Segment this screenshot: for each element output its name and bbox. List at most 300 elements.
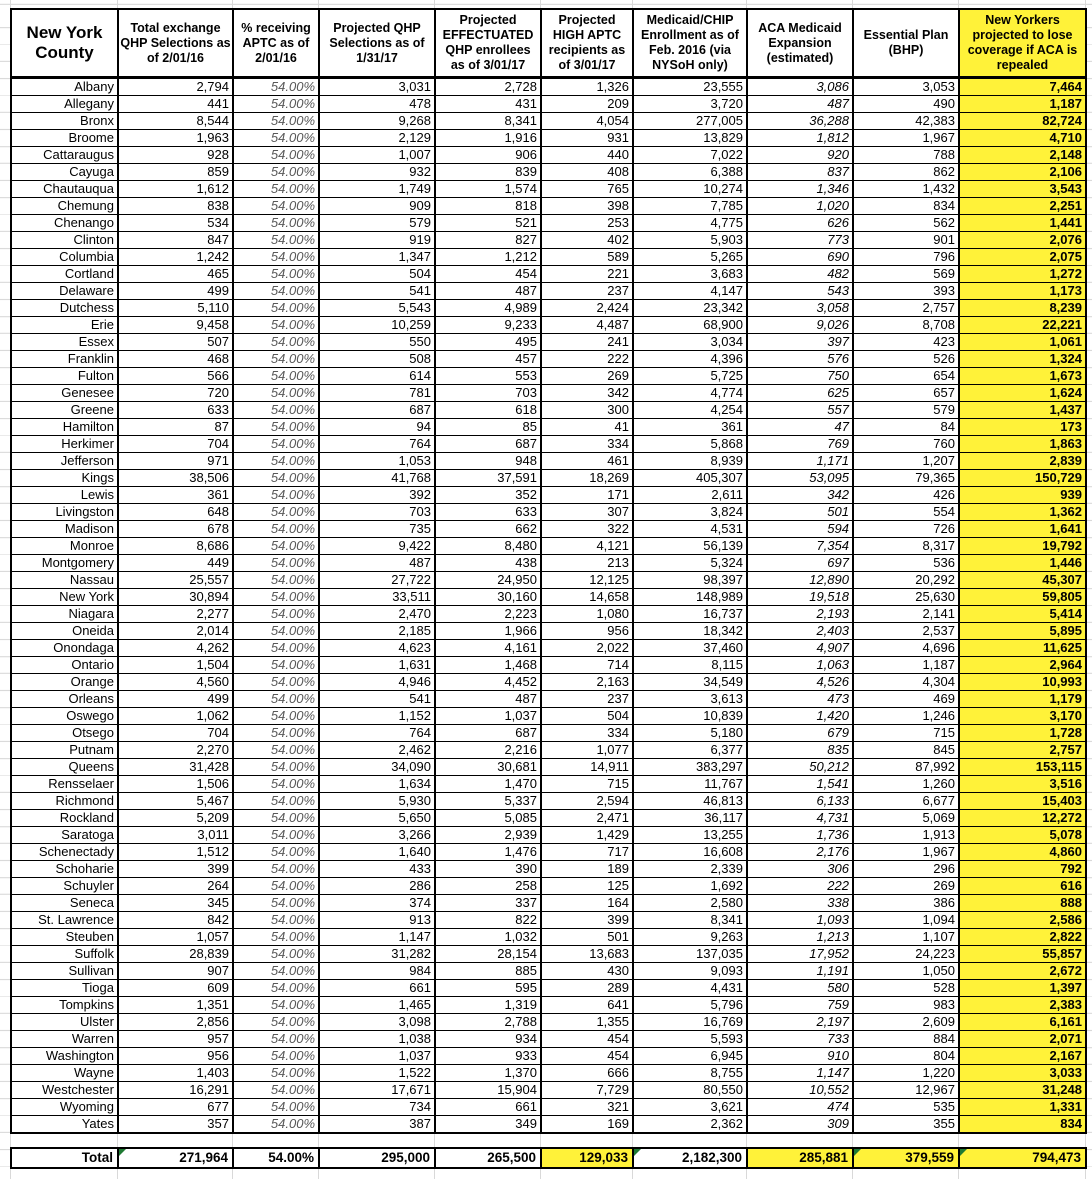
cell-projected_effectuated[interactable]: 906 [435,147,541,164]
total-cell-essential-plan[interactable]: 379,559 [853,1148,959,1168]
cell-lose_coverage[interactable]: 8,239 [959,300,1086,317]
cell-medicaid_chip[interactable]: 46,813 [633,793,747,810]
cell-pct_receiving_aptc[interactable]: 54.00% [233,895,319,912]
cell-lose_coverage[interactable]: 82,724 [959,113,1086,130]
cell-projected_effectuated[interactable]: 839 [435,164,541,181]
cell-lose_coverage[interactable]: 31,248 [959,1082,1086,1099]
cell-qhp_selections_2016[interactable]: 5,467 [118,793,233,810]
cell-projected_high_aptc[interactable]: 430 [541,963,633,980]
cell-lose_coverage[interactable]: 153,115 [959,759,1086,776]
cell-projected_effectuated[interactable]: 438 [435,555,541,572]
cell-essential_plan[interactable]: 528 [853,980,959,997]
cell-county[interactable]: Onondaga [11,640,118,657]
cell-projected_high_aptc[interactable]: 18,269 [541,470,633,487]
cell-projected_qhp_2017[interactable]: 984 [319,963,435,980]
cell-projected_high_aptc[interactable]: 13,683 [541,946,633,963]
cell-projected_effectuated[interactable]: 8,480 [435,538,541,555]
cell-projected_effectuated[interactable]: 1,966 [435,623,541,640]
cell-projected_effectuated[interactable]: 822 [435,912,541,929]
cell-lose_coverage[interactable]: 1,061 [959,334,1086,351]
cell-aca_medicaid_expansion[interactable]: 2,176 [747,844,853,861]
cell-qhp_selections_2016[interactable]: 5,110 [118,300,233,317]
cell-aca_medicaid_expansion[interactable]: 4,907 [747,640,853,657]
cell-pct_receiving_aptc[interactable]: 54.00% [233,1065,319,1082]
cell-qhp_selections_2016[interactable]: 957 [118,1031,233,1048]
cell-pct_receiving_aptc[interactable]: 54.00% [233,1014,319,1031]
cell-projected_high_aptc[interactable]: 1,429 [541,827,633,844]
cell-county[interactable]: Herkimer [11,436,118,453]
cell-projected_qhp_2017[interactable]: 41,768 [319,470,435,487]
cell-county[interactable]: Tompkins [11,997,118,1014]
cell-projected_high_aptc[interactable]: 461 [541,453,633,470]
cell-lose_coverage[interactable]: 1,437 [959,402,1086,419]
cell-projected_qhp_2017[interactable]: 487 [319,555,435,572]
cell-aca_medicaid_expansion[interactable]: 1,346 [747,181,853,198]
cell-qhp_selections_2016[interactable]: 907 [118,963,233,980]
cell-projected_effectuated[interactable]: 390 [435,861,541,878]
cell-medicaid_chip[interactable]: 2,362 [633,1116,747,1134]
cell-essential_plan[interactable]: 1,967 [853,130,959,147]
cell-projected_high_aptc[interactable]: 164 [541,895,633,912]
cell-projected_high_aptc[interactable]: 222 [541,351,633,368]
cell-projected_high_aptc[interactable]: 289 [541,980,633,997]
cell-projected_high_aptc[interactable]: 241 [541,334,633,351]
cell-lose_coverage[interactable]: 2,251 [959,198,1086,215]
column-header-qhp-selections-2016[interactable]: Total exchange QHP Selections as of 2/01/16 [118,9,233,78]
cell-essential_plan[interactable]: 1,220 [853,1065,959,1082]
cell-medicaid_chip[interactable]: 4,774 [633,385,747,402]
cell-projected_qhp_2017[interactable]: 661 [319,980,435,997]
cell-projected_effectuated[interactable]: 661 [435,1099,541,1116]
cell-projected_high_aptc[interactable]: 2,594 [541,793,633,810]
column-header-projected-high-aptc[interactable]: Projected HIGH APTC recipients as of 3/01/17 [541,9,633,78]
cell-projected_high_aptc[interactable]: 504 [541,708,633,725]
cell-county[interactable]: Ontario [11,657,118,674]
cell-qhp_selections_2016[interactable]: 704 [118,436,233,453]
cell-county[interactable]: Yates [11,1116,118,1134]
cell-qhp_selections_2016[interactable]: 847 [118,232,233,249]
cell-projected_effectuated[interactable]: 258 [435,878,541,895]
cell-pct_receiving_aptc[interactable]: 54.00% [233,402,319,419]
cell-lose_coverage[interactable]: 2,148 [959,147,1086,164]
cell-projected_qhp_2017[interactable]: 9,268 [319,113,435,130]
cell-qhp_selections_2016[interactable]: 2,794 [118,78,233,96]
cell-essential_plan[interactable]: 1,187 [853,657,959,674]
cell-qhp_selections_2016[interactable]: 507 [118,334,233,351]
cell-projected_qhp_2017[interactable]: 1,634 [319,776,435,793]
cell-qhp_selections_2016[interactable]: 8,544 [118,113,233,130]
cell-projected_qhp_2017[interactable]: 387 [319,1116,435,1134]
cell-essential_plan[interactable]: 715 [853,725,959,742]
column-header-lose-coverage[interactable]: New Yorkers projected to lose coverage if ACA is repealed [959,9,1086,78]
cell-pct_receiving_aptc[interactable]: 54.00% [233,912,319,929]
cell-county[interactable]: Bronx [11,113,118,130]
total-cell-label[interactable]: Total [11,1148,118,1168]
cell-pct_receiving_aptc[interactable]: 54.00% [233,1116,319,1134]
cell-county[interactable]: Franklin [11,351,118,368]
cell-essential_plan[interactable]: 535 [853,1099,959,1116]
cell-qhp_selections_2016[interactable]: 1,512 [118,844,233,861]
cell-projected_qhp_2017[interactable]: 1,037 [319,1048,435,1065]
cell-qhp_selections_2016[interactable]: 2,277 [118,606,233,623]
cell-lose_coverage[interactable]: 6,161 [959,1014,1086,1031]
cell-aca_medicaid_expansion[interactable]: 17,952 [747,946,853,963]
cell-county[interactable]: Madison [11,521,118,538]
cell-projected_high_aptc[interactable]: 399 [541,912,633,929]
cell-lose_coverage[interactable]: 10,993 [959,674,1086,691]
cell-qhp_selections_2016[interactable]: 648 [118,504,233,521]
cell-county[interactable]: Fulton [11,368,118,385]
cell-aca_medicaid_expansion[interactable]: 1,420 [747,708,853,725]
cell-medicaid_chip[interactable]: 5,593 [633,1031,747,1048]
cell-projected_qhp_2017[interactable]: 764 [319,436,435,453]
cell-county[interactable]: Lewis [11,487,118,504]
cell-projected_qhp_2017[interactable]: 9,422 [319,538,435,555]
cell-projected_qhp_2017[interactable]: 1,038 [319,1031,435,1048]
cell-projected_qhp_2017[interactable]: 541 [319,283,435,300]
cell-projected_high_aptc[interactable]: 2,424 [541,300,633,317]
cell-qhp_selections_2016[interactable]: 2,014 [118,623,233,640]
cell-projected_effectuated[interactable]: 1,212 [435,249,541,266]
cell-essential_plan[interactable]: 84 [853,419,959,436]
cell-qhp_selections_2016[interactable]: 361 [118,487,233,504]
cell-county[interactable]: Hamilton [11,419,118,436]
cell-aca_medicaid_expansion[interactable]: 773 [747,232,853,249]
cell-projected_high_aptc[interactable]: 454 [541,1048,633,1065]
cell-projected_high_aptc[interactable]: 1,077 [541,742,633,759]
cell-pct_receiving_aptc[interactable]: 54.00% [233,249,319,266]
cell-projected_high_aptc[interactable]: 125 [541,878,633,895]
cell-medicaid_chip[interactable]: 68,900 [633,317,747,334]
cell-projected_high_aptc[interactable]: 1,355 [541,1014,633,1031]
cell-projected_effectuated[interactable]: 454 [435,266,541,283]
cell-essential_plan[interactable]: 24,223 [853,946,959,963]
cell-essential_plan[interactable]: 4,696 [853,640,959,657]
cell-medicaid_chip[interactable]: 7,785 [633,198,747,215]
cell-qhp_selections_2016[interactable]: 678 [118,521,233,538]
cell-projected_qhp_2017[interactable]: 34,090 [319,759,435,776]
cell-aca_medicaid_expansion[interactable]: 543 [747,283,853,300]
cell-medicaid_chip[interactable]: 137,035 [633,946,747,963]
cell-projected_high_aptc[interactable]: 454 [541,1031,633,1048]
cell-projected_qhp_2017[interactable]: 1,053 [319,453,435,470]
cell-aca_medicaid_expansion[interactable]: 36,288 [747,113,853,130]
cell-projected_qhp_2017[interactable]: 94 [319,419,435,436]
cell-county[interactable]: Rockland [11,810,118,827]
cell-projected_high_aptc[interactable]: 209 [541,96,633,113]
cell-projected_qhp_2017[interactable]: 3,098 [319,1014,435,1031]
cell-projected_effectuated[interactable]: 1,370 [435,1065,541,1082]
cell-county[interactable]: Oswego [11,708,118,725]
cell-projected_high_aptc[interactable]: 714 [541,657,633,674]
cell-projected_qhp_2017[interactable]: 374 [319,895,435,912]
cell-pct_receiving_aptc[interactable]: 54.00% [233,929,319,946]
cell-county[interactable]: Niagara [11,606,118,623]
cell-essential_plan[interactable]: 983 [853,997,959,1014]
cell-projected_effectuated[interactable]: 8,341 [435,113,541,130]
cell-projected_high_aptc[interactable]: 269 [541,368,633,385]
total-cell-projected-qhp-2017[interactable]: 295,000 [319,1148,435,1168]
cell-lose_coverage[interactable]: 1,173 [959,283,1086,300]
cell-qhp_selections_2016[interactable]: 1,963 [118,130,233,147]
cell-aca_medicaid_expansion[interactable]: 1,736 [747,827,853,844]
cell-projected_effectuated[interactable]: 5,085 [435,810,541,827]
cell-essential_plan[interactable]: 2,757 [853,300,959,317]
total-cell-pct-receiving-aptc[interactable]: 54.00% [233,1148,319,1168]
cell-lose_coverage[interactable]: 2,071 [959,1031,1086,1048]
cell-county[interactable]: Erie [11,317,118,334]
cell-projected_qhp_2017[interactable]: 919 [319,232,435,249]
cell-medicaid_chip[interactable]: 6,377 [633,742,747,759]
cell-qhp_selections_2016[interactable]: 4,262 [118,640,233,657]
cell-aca_medicaid_expansion[interactable]: 1,171 [747,453,853,470]
cell-county[interactable]: Orange [11,674,118,691]
cell-essential_plan[interactable]: 901 [853,232,959,249]
cell-projected_effectuated[interactable]: 30,681 [435,759,541,776]
cell-qhp_selections_2016[interactable]: 1,612 [118,181,233,198]
cell-projected_high_aptc[interactable]: 931 [541,130,633,147]
cell-projected_effectuated[interactable]: 457 [435,351,541,368]
cell-pct_receiving_aptc[interactable]: 54.00% [233,878,319,895]
cell-medicaid_chip[interactable]: 3,034 [633,334,747,351]
cell-aca_medicaid_expansion[interactable]: 473 [747,691,853,708]
cell-projected_effectuated[interactable]: 948 [435,453,541,470]
cell-aca_medicaid_expansion[interactable]: 482 [747,266,853,283]
cell-projected_effectuated[interactable]: 553 [435,368,541,385]
cell-county[interactable]: Nassau [11,572,118,589]
cell-pct_receiving_aptc[interactable]: 54.00% [233,708,319,725]
cell-projected_qhp_2017[interactable]: 541 [319,691,435,708]
cell-essential_plan[interactable]: 2,609 [853,1014,959,1031]
cell-pct_receiving_aptc[interactable]: 54.00% [233,861,319,878]
cell-aca_medicaid_expansion[interactable]: 397 [747,334,853,351]
cell-county[interactable]: St. Lawrence [11,912,118,929]
cell-projected_qhp_2017[interactable]: 734 [319,1099,435,1116]
cell-county[interactable]: Kings [11,470,118,487]
cell-lose_coverage[interactable]: 5,078 [959,827,1086,844]
cell-pct_receiving_aptc[interactable]: 54.00% [233,368,319,385]
cell-qhp_selections_2016[interactable]: 677 [118,1099,233,1116]
column-header-medicaid-chip[interactable]: Medicaid/CHIP Enrollment as of Feb. 2016 (via NYSoH only) [633,9,747,78]
cell-projected_effectuated[interactable]: 687 [435,436,541,453]
cell-essential_plan[interactable]: 42,383 [853,113,959,130]
cell-projected_effectuated[interactable]: 662 [435,521,541,538]
cell-aca_medicaid_expansion[interactable]: 6,133 [747,793,853,810]
cell-pct_receiving_aptc[interactable]: 54.00% [233,147,319,164]
cell-aca_medicaid_expansion[interactable]: 3,058 [747,300,853,317]
cell-pct_receiving_aptc[interactable]: 54.00% [233,113,319,130]
cell-pct_receiving_aptc[interactable]: 54.00% [233,436,319,453]
cell-essential_plan[interactable]: 1,050 [853,963,959,980]
cell-aca_medicaid_expansion[interactable]: 2,197 [747,1014,853,1031]
total-cell-projected-effectuated[interactable]: 265,500 [435,1148,541,1168]
cell-qhp_selections_2016[interactable]: 499 [118,283,233,300]
cell-projected_qhp_2017[interactable]: 4,946 [319,674,435,691]
cell-qhp_selections_2016[interactable]: 357 [118,1116,233,1134]
column-header-projected-effectuated[interactable]: Projected EFFECTUATED QHP enrollees as of 3/01/17 [435,9,541,78]
cell-essential_plan[interactable]: 804 [853,1048,959,1065]
cell-county[interactable]: Wyoming [11,1099,118,1116]
cell-county[interactable]: Saratoga [11,827,118,844]
cell-pct_receiving_aptc[interactable]: 54.00% [233,946,319,963]
cell-projected_effectuated[interactable]: 1,470 [435,776,541,793]
cell-lose_coverage[interactable]: 1,624 [959,385,1086,402]
cell-projected_high_aptc[interactable]: 334 [541,436,633,453]
cell-aca_medicaid_expansion[interactable]: 594 [747,521,853,538]
cell-county[interactable]: Washington [11,1048,118,1065]
cell-aca_medicaid_expansion[interactable]: 50,212 [747,759,853,776]
cell-projected_high_aptc[interactable]: 14,911 [541,759,633,776]
cell-medicaid_chip[interactable]: 6,945 [633,1048,747,1065]
cell-aca_medicaid_expansion[interactable]: 338 [747,895,853,912]
cell-essential_plan[interactable]: 79,365 [853,470,959,487]
cell-essential_plan[interactable]: 4,304 [853,674,959,691]
cell-projected_effectuated[interactable]: 37,591 [435,470,541,487]
cell-projected_effectuated[interactable]: 2,223 [435,606,541,623]
cell-county[interactable]: Rensselaer [11,776,118,793]
cell-medicaid_chip[interactable]: 36,117 [633,810,747,827]
cell-medicaid_chip[interactable]: 3,621 [633,1099,747,1116]
cell-projected_effectuated[interactable]: 1,032 [435,929,541,946]
cell-projected_qhp_2017[interactable]: 579 [319,215,435,232]
cell-aca_medicaid_expansion[interactable]: 697 [747,555,853,572]
cell-pct_receiving_aptc[interactable]: 54.00% [233,844,319,861]
cell-medicaid_chip[interactable]: 9,093 [633,963,747,980]
cell-aca_medicaid_expansion[interactable]: 10,552 [747,1082,853,1099]
cell-medicaid_chip[interactable]: 16,769 [633,1014,747,1031]
cell-pct_receiving_aptc[interactable]: 54.00% [233,266,319,283]
cell-projected_effectuated[interactable]: 827 [435,232,541,249]
cell-medicaid_chip[interactable]: 5,725 [633,368,747,385]
total-cell-medicaid-chip[interactable]: 2,182,300 [633,1148,747,1168]
cell-projected_qhp_2017[interactable]: 1,640 [319,844,435,861]
cell-pct_receiving_aptc[interactable]: 54.00% [233,793,319,810]
cell-pct_receiving_aptc[interactable]: 54.00% [233,198,319,215]
cell-medicaid_chip[interactable]: 2,611 [633,487,747,504]
cell-medicaid_chip[interactable]: 10,274 [633,181,747,198]
cell-aca_medicaid_expansion[interactable]: 1,191 [747,963,853,980]
cell-projected_qhp_2017[interactable]: 17,671 [319,1082,435,1099]
cell-lose_coverage[interactable]: 12,272 [959,810,1086,827]
cell-pct_receiving_aptc[interactable]: 54.00% [233,538,319,555]
cell-projected_qhp_2017[interactable]: 5,650 [319,810,435,827]
cell-pct_receiving_aptc[interactable]: 54.00% [233,810,319,827]
cell-aca_medicaid_expansion[interactable]: 1,213 [747,929,853,946]
cell-medicaid_chip[interactable]: 8,755 [633,1065,747,1082]
cell-projected_effectuated[interactable]: 2,788 [435,1014,541,1031]
cell-aca_medicaid_expansion[interactable]: 1,541 [747,776,853,793]
cell-projected_high_aptc[interactable]: 171 [541,487,633,504]
cell-projected_effectuated[interactable]: 618 [435,402,541,419]
cell-aca_medicaid_expansion[interactable]: 733 [747,1031,853,1048]
cell-pct_receiving_aptc[interactable]: 54.00% [233,776,319,793]
cell-medicaid_chip[interactable]: 56,139 [633,538,747,555]
cell-projected_effectuated[interactable]: 30,160 [435,589,541,606]
cell-county[interactable]: New York [11,589,118,606]
cell-projected_high_aptc[interactable]: 169 [541,1116,633,1134]
cell-projected_high_aptc[interactable]: 956 [541,623,633,640]
cell-medicaid_chip[interactable]: 5,796 [633,997,747,1014]
cell-qhp_selections_2016[interactable]: 971 [118,453,233,470]
cell-qhp_selections_2016[interactable]: 704 [118,725,233,742]
cell-projected_qhp_2017[interactable]: 1,749 [319,181,435,198]
cell-medicaid_chip[interactable]: 23,555 [633,78,747,96]
cell-qhp_selections_2016[interactable]: 1,504 [118,657,233,674]
cell-lose_coverage[interactable]: 2,076 [959,232,1086,249]
cell-projected_high_aptc[interactable]: 213 [541,555,633,572]
cell-lose_coverage[interactable]: 1,272 [959,266,1086,283]
cell-essential_plan[interactable]: 862 [853,164,959,181]
cell-essential_plan[interactable]: 8,317 [853,538,959,555]
cell-essential_plan[interactable]: 579 [853,402,959,419]
cell-aca_medicaid_expansion[interactable]: 501 [747,504,853,521]
cell-qhp_selections_2016[interactable]: 1,506 [118,776,233,793]
cell-aca_medicaid_expansion[interactable]: 759 [747,997,853,1014]
cell-projected_effectuated[interactable]: 24,950 [435,572,541,589]
cell-pct_receiving_aptc[interactable]: 54.00% [233,657,319,674]
cell-pct_receiving_aptc[interactable]: 54.00% [233,827,319,844]
cell-lose_coverage[interactable]: 1,863 [959,436,1086,453]
cell-aca_medicaid_expansion[interactable]: 1,812 [747,130,853,147]
cell-projected_qhp_2017[interactable]: 1,152 [319,708,435,725]
cell-essential_plan[interactable]: 760 [853,436,959,453]
cell-projected_qhp_2017[interactable]: 703 [319,504,435,521]
cell-pct_receiving_aptc[interactable]: 54.00% [233,334,319,351]
cell-qhp_selections_2016[interactable]: 859 [118,164,233,181]
cell-aca_medicaid_expansion[interactable]: 576 [747,351,853,368]
cell-projected_effectuated[interactable]: 337 [435,895,541,912]
cell-qhp_selections_2016[interactable]: 399 [118,861,233,878]
cell-pct_receiving_aptc[interactable]: 54.00% [233,385,319,402]
cell-qhp_selections_2016[interactable]: 87 [118,419,233,436]
cell-projected_qhp_2017[interactable]: 687 [319,402,435,419]
cell-pct_receiving_aptc[interactable]: 54.00% [233,980,319,997]
cell-medicaid_chip[interactable]: 3,683 [633,266,747,283]
cell-qhp_selections_2016[interactable]: 566 [118,368,233,385]
cell-lose_coverage[interactable]: 3,516 [959,776,1086,793]
cell-county[interactable]: Jefferson [11,453,118,470]
cell-projected_effectuated[interactable]: 595 [435,980,541,997]
cell-projected_effectuated[interactable]: 885 [435,963,541,980]
cell-essential_plan[interactable]: 5,069 [853,810,959,827]
cell-essential_plan[interactable]: 469 [853,691,959,708]
cell-medicaid_chip[interactable]: 405,307 [633,470,747,487]
cell-lose_coverage[interactable]: 1,187 [959,96,1086,113]
cell-county[interactable]: Warren [11,1031,118,1048]
cell-essential_plan[interactable]: 726 [853,521,959,538]
cell-lose_coverage[interactable]: 2,106 [959,164,1086,181]
cell-medicaid_chip[interactable]: 3,720 [633,96,747,113]
cell-county[interactable]: Orleans [11,691,118,708]
cell-aca_medicaid_expansion[interactable]: 47 [747,419,853,436]
cell-projected_effectuated[interactable]: 4,989 [435,300,541,317]
cell-medicaid_chip[interactable]: 361 [633,419,747,436]
cell-pct_receiving_aptc[interactable]: 54.00% [233,1048,319,1065]
cell-projected_qhp_2017[interactable]: 504 [319,266,435,283]
cell-qhp_selections_2016[interactable]: 25,557 [118,572,233,589]
cell-lose_coverage[interactable]: 1,397 [959,980,1086,997]
cell-lose_coverage[interactable]: 3,033 [959,1065,1086,1082]
cell-projected_qhp_2017[interactable]: 2,462 [319,742,435,759]
cell-projected_high_aptc[interactable]: 2,022 [541,640,633,657]
cell-projected_high_aptc[interactable]: 402 [541,232,633,249]
cell-projected_qhp_2017[interactable]: 3,266 [319,827,435,844]
cell-pct_receiving_aptc[interactable]: 54.00% [233,164,319,181]
cell-projected_qhp_2017[interactable]: 31,282 [319,946,435,963]
cell-medicaid_chip[interactable]: 148,989 [633,589,747,606]
cell-lose_coverage[interactable]: 22,221 [959,317,1086,334]
cell-lose_coverage[interactable]: 4,710 [959,130,1086,147]
